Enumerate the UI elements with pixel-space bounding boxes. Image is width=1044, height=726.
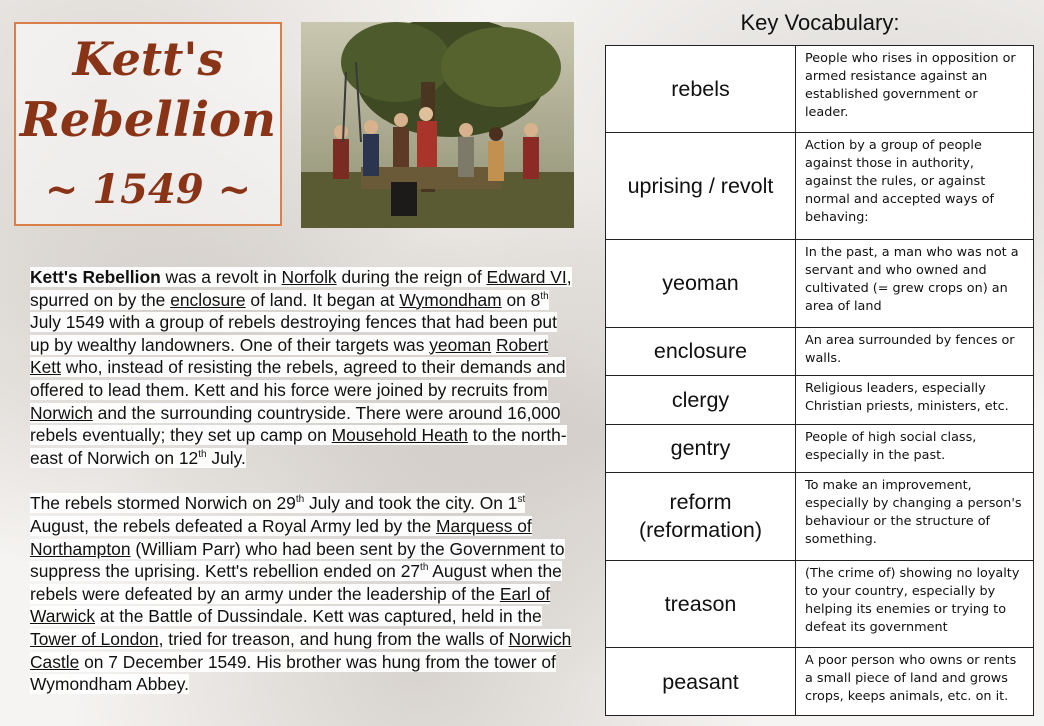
text-run: July 1549 with a group of rebels destroying fences that had been put up by wealthy landowners. One of their targets was xyxy=(30,312,557,355)
title-line-3: ~ 1549 ~ xyxy=(44,166,252,213)
vocab-row xyxy=(606,133,1034,240)
vocab-term: yeoman xyxy=(606,240,796,327)
underlined-term: Robert Kett xyxy=(30,334,549,378)
text-run: th xyxy=(295,494,305,506)
text-run: th xyxy=(540,290,549,302)
text-run: th xyxy=(198,448,207,460)
bold-term: Kett's Rebellion xyxy=(30,267,161,287)
vocab-definition: People who rises in opposition or armed resistance against an established government or leader. xyxy=(796,46,1034,133)
underlined-term: yeoman xyxy=(429,334,492,355)
vocab-row xyxy=(606,473,1034,560)
text-run: July and took the city. On 1 xyxy=(304,493,518,514)
underlined-term: Earl of Warwick xyxy=(30,583,551,627)
text-run: August, the rebels defeated a Royal Army led by the xyxy=(30,515,437,536)
text-run: to the north-east of Norwich on 12 xyxy=(30,425,567,468)
text-run: who, instead of resisting the rebels, agreed to their demands and offered to lead them. Kett and his force were joined by recruits from xyxy=(30,357,566,400)
vocab-term: clergy xyxy=(606,376,796,425)
text-run: July. xyxy=(206,447,246,468)
title-box xyxy=(14,22,282,226)
vocab-row xyxy=(606,376,1034,425)
paragraph-text xyxy=(30,493,571,694)
intro-paragraph-2 xyxy=(30,492,576,695)
vocab-row xyxy=(606,424,1034,473)
vocab-definition: In the past, a man who was not a servant and who owned and cultivated (= grew crops on) an area of land xyxy=(796,240,1034,327)
vocab-term: enclosure xyxy=(606,327,796,376)
text-run: , spurred on by the xyxy=(30,267,572,310)
underlined-term: Tower of London xyxy=(30,628,159,649)
text-run: was a revolt in xyxy=(160,267,282,287)
underlined-term: Norfolk xyxy=(281,267,337,287)
vocab-row xyxy=(606,46,1034,133)
vocab-definition: To make an improvement, especially by changing a person's behaviour or the structure of something. xyxy=(796,473,1034,560)
underlined-term: Norwich Castle xyxy=(30,628,572,672)
text-run: during the reign of xyxy=(336,267,487,287)
text-run: of land. It began at xyxy=(245,289,400,310)
text-run: The rebels stormed Norwich on 29 xyxy=(30,493,296,514)
underlined-term: Edward VI xyxy=(486,267,567,287)
text-run: on 7 December 1549. His brother was hung from the tower of Wymondham Abbey. xyxy=(30,651,556,695)
text-run: , tried for treason, and hung from the walls of xyxy=(158,628,509,649)
intro-text xyxy=(30,266,576,696)
text-run: st xyxy=(517,494,526,506)
underlined-term: Mousehold Heath xyxy=(331,425,468,446)
underlined-term: Marquess of Northampton xyxy=(30,515,532,559)
vocab-definition: Religious leaders, especially Christian priests, ministers, etc. xyxy=(796,376,1034,425)
vocab-definition: (The crime of) showing no loyalty to your country, especially by helping its enemies or trying to defeat its government xyxy=(796,560,1034,647)
vocab-row xyxy=(606,327,1034,376)
vocab-term: treason xyxy=(606,560,796,647)
intro-paragraph-1 xyxy=(30,266,576,469)
historical-painting-image xyxy=(301,22,574,228)
underlined-term: Wymondham xyxy=(399,289,502,310)
text-run: on 8 xyxy=(501,289,541,310)
text-run: and the surrounding countryside. There were around 16,000 rebels eventually; they set up camp on xyxy=(30,402,561,446)
text-run: th xyxy=(420,562,429,574)
vocab-term: gentry xyxy=(606,424,796,473)
vocab-term: peasant xyxy=(606,648,796,716)
vocab-definition: Action by a group of people against those in authority, against the rules, or against normal and accepted ways of behaving: xyxy=(796,133,1034,240)
text-run: August when the rebels were defeated by an army under the leadership of the xyxy=(30,561,562,604)
vocab-definition: An area surrounded by fences or walls. xyxy=(796,327,1034,376)
vocab-term: rebels xyxy=(606,46,796,133)
vocab-term: reform (reformation) xyxy=(606,473,796,560)
vocab-definition: People of high social class, especially in the past. xyxy=(796,424,1034,473)
vocab-row xyxy=(606,240,1034,327)
vocab-definition: A poor person who owns or rents a small piece of land and grows crops, keeps animals, etc. on it. xyxy=(796,648,1034,716)
vocab-row xyxy=(606,648,1034,716)
title-line-1: Kett's xyxy=(72,32,224,86)
title-line-2: Rebellion xyxy=(19,92,277,148)
text-run: at the Battle of Dussindale. Kett was captured, held in the xyxy=(95,606,542,627)
vocab-table xyxy=(605,45,1034,716)
vocab-term: uprising / revolt xyxy=(606,133,796,240)
underlined-term: Norwich xyxy=(30,402,93,423)
text-run: (William Parr) who had been sent by the Government to suppress the uprising. Kett's rebellion ended on 27 xyxy=(30,538,565,582)
vocab-heading: Key Vocabulary: xyxy=(740,10,900,35)
vocab-row xyxy=(606,560,1034,647)
paragraph-text xyxy=(30,267,572,468)
underlined-term: enclosure xyxy=(170,289,246,310)
